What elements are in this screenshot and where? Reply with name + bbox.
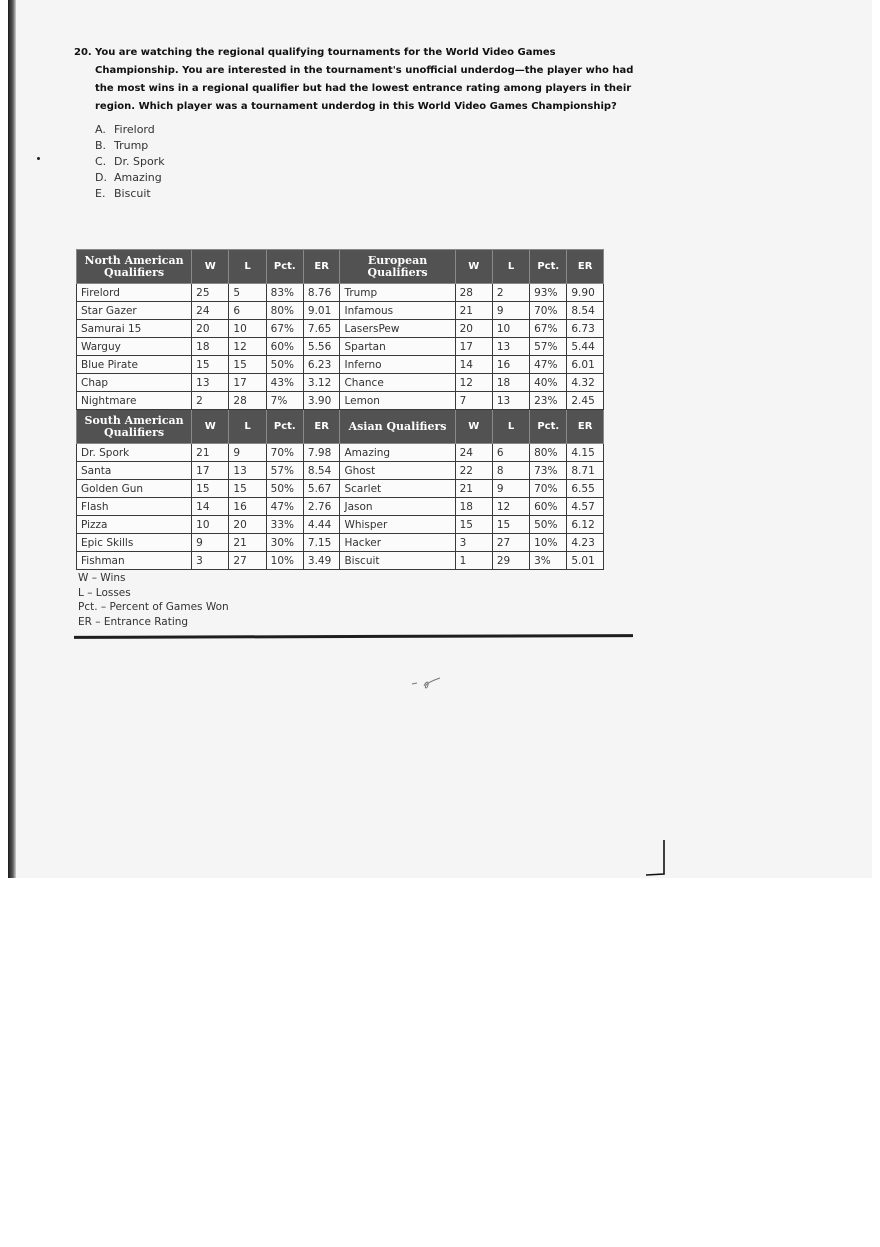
legend <box>78 571 229 629</box>
percent: 3% <box>530 552 567 570</box>
qualifiers-table-body <box>77 250 604 570</box>
choice-letter: E. <box>95 187 106 200</box>
entrance-rating: 8.54 <box>303 462 340 480</box>
losses: 9 <box>229 444 266 462</box>
player-name: Flash <box>77 498 192 516</box>
player-name: Inferno <box>340 356 455 374</box>
percent: 47% <box>530 356 567 374</box>
wins: 24 <box>192 302 229 320</box>
player-name: Spartan <box>340 338 455 356</box>
choice-text: Amazing <box>114 171 162 184</box>
legend-item: L – Losses <box>78 586 131 599</box>
wins: 10 <box>192 516 229 534</box>
choice-d[interactable] <box>95 170 165 186</box>
entrance-rating: 2.45 <box>567 392 604 410</box>
player-name: Lemon <box>340 392 455 410</box>
losses: 17 <box>229 374 266 392</box>
percent: 73% <box>530 462 567 480</box>
losses: 13 <box>492 392 529 410</box>
entrance-rating: 7.98 <box>303 444 340 462</box>
choice-e[interactable] <box>95 186 165 202</box>
percent: 47% <box>266 498 303 516</box>
entrance-rating: 2.76 <box>303 498 340 516</box>
choice-letter: D. <box>95 171 107 184</box>
choice-letter: A. <box>95 123 106 136</box>
percent: 67% <box>266 320 303 338</box>
wins: 25 <box>192 284 229 302</box>
table-row <box>77 516 604 534</box>
player-name: Dr. Spork <box>77 444 192 462</box>
column-header-w: W <box>192 410 229 444</box>
percent: 33% <box>266 516 303 534</box>
question-block <box>74 44 634 116</box>
region-header: South American Qualifiers <box>77 410 192 444</box>
losses: 8 <box>492 462 529 480</box>
wins: 18 <box>192 338 229 356</box>
wins: 20 <box>455 320 492 338</box>
table-row <box>77 338 604 356</box>
losses: 28 <box>229 392 266 410</box>
losses: 15 <box>229 480 266 498</box>
player-name: Scarlet <box>340 480 455 498</box>
question-text: You are watching the regional qualifying tournaments for the World Video Games Championship. You are interested in the tournament's unofficial underdog—the player who had the most wins in a regional qualifier but had the lowest entrance rating among players in their region. Which player was a tournament underdog in this World Video Games Championship? <box>95 47 634 112</box>
player-name: Pizza <box>77 516 192 534</box>
column-header-w: W <box>455 250 492 284</box>
player-name: Chap <box>77 374 192 392</box>
table-row <box>77 392 604 410</box>
entrance-rating: 8.54 <box>567 302 604 320</box>
percent: 67% <box>530 320 567 338</box>
entrance-rating: 4.44 <box>303 516 340 534</box>
column-header-er: ER <box>303 250 340 284</box>
choice-text: Dr. Spork <box>114 155 165 168</box>
losses: 13 <box>492 338 529 356</box>
losses: 27 <box>229 552 266 570</box>
wins: 15 <box>455 516 492 534</box>
entrance-rating: 6.73 <box>567 320 604 338</box>
wins: 17 <box>455 338 492 356</box>
region-header: European Qualifiers <box>340 250 455 284</box>
percent: 57% <box>266 462 303 480</box>
entrance-rating: 9.01 <box>303 302 340 320</box>
player-name: Chance <box>340 374 455 392</box>
player-name: Fishman <box>77 552 192 570</box>
wins: 15 <box>192 480 229 498</box>
player-name: Warguy <box>77 338 192 356</box>
entrance-rating: 7.15 <box>303 534 340 552</box>
percent: 43% <box>266 374 303 392</box>
entrance-rating: 3.49 <box>303 552 340 570</box>
percent: 83% <box>266 284 303 302</box>
question-number: 20. <box>74 47 92 58</box>
wins: 7 <box>455 392 492 410</box>
column-header-er: ER <box>567 250 604 284</box>
table-row <box>77 462 604 480</box>
percent: 7% <box>266 392 303 410</box>
player-name: Biscuit <box>340 552 455 570</box>
region-header-row <box>77 410 604 444</box>
choice-text: Trump <box>114 139 149 152</box>
wins: 9 <box>192 534 229 552</box>
column-header-l: L <box>492 410 529 444</box>
losses: 20 <box>229 516 266 534</box>
percent: 23% <box>530 392 567 410</box>
percent: 57% <box>530 338 567 356</box>
wins: 13 <box>192 374 229 392</box>
wins: 3 <box>192 552 229 570</box>
player-name: Ghost <box>340 462 455 480</box>
entrance-rating: 8.76 <box>303 284 340 302</box>
percent: 80% <box>266 302 303 320</box>
wins: 22 <box>455 462 492 480</box>
answer-choices <box>95 122 165 202</box>
entrance-rating: 6.55 <box>567 480 604 498</box>
percent: 70% <box>266 444 303 462</box>
losses: 15 <box>492 516 529 534</box>
table-row <box>77 284 604 302</box>
table-row <box>77 480 604 498</box>
percent: 50% <box>266 480 303 498</box>
region-header-row <box>77 250 604 284</box>
wins: 17 <box>192 462 229 480</box>
losses: 5 <box>229 284 266 302</box>
percent: 30% <box>266 534 303 552</box>
entrance-rating: 7.65 <box>303 320 340 338</box>
percent: 70% <box>530 480 567 498</box>
entrance-rating: 5.56 <box>303 338 340 356</box>
column-header-l: L <box>229 410 266 444</box>
legend-item: Pct. – Percent of Games Won <box>78 601 229 613</box>
entrance-rating: 3.90 <box>303 392 340 410</box>
losses: 2 <box>492 284 529 302</box>
region-header: Asian Qualifiers <box>340 410 455 444</box>
entrance-rating: 8.71 <box>567 462 604 480</box>
player-name: Jason <box>340 498 455 516</box>
column-header-pct: Pct. <box>266 250 303 284</box>
percent: 10% <box>266 552 303 570</box>
entrance-rating: 5.44 <box>567 338 604 356</box>
player-name: Trump <box>340 284 455 302</box>
wins: 1 <box>455 552 492 570</box>
losses: 21 <box>229 534 266 552</box>
region-header: North American Qualifiers <box>77 250 192 284</box>
percent: 60% <box>266 338 303 356</box>
table-row <box>77 374 604 392</box>
scan-edge-shadow <box>8 0 16 878</box>
percent: 50% <box>530 516 567 534</box>
player-name: Blue Pirate <box>77 356 192 374</box>
wins: 24 <box>455 444 492 462</box>
wins: 12 <box>455 374 492 392</box>
wins: 14 <box>192 498 229 516</box>
table-row <box>77 320 604 338</box>
corner-mark <box>644 838 668 878</box>
wins: 3 <box>455 534 492 552</box>
percent: 70% <box>530 302 567 320</box>
percent: 80% <box>530 444 567 462</box>
player-name: Nightmare <box>77 392 192 410</box>
entrance-rating: 6.12 <box>567 516 604 534</box>
wins: 14 <box>455 356 492 374</box>
losses: 18 <box>492 374 529 392</box>
player-name: Santa <box>77 462 192 480</box>
column-header-w: W <box>192 250 229 284</box>
entrance-rating: 4.32 <box>567 374 604 392</box>
losses: 9 <box>492 302 529 320</box>
player-name: Firelord <box>77 284 192 302</box>
wins: 28 <box>455 284 492 302</box>
player-name: Infamous <box>340 302 455 320</box>
losses: 10 <box>492 320 529 338</box>
column-header-w: W <box>455 410 492 444</box>
player-name: Epic Skills <box>77 534 192 552</box>
player-name: Samurai 15 <box>77 320 192 338</box>
player-name: LasersPew <box>340 320 455 338</box>
entrance-rating: 4.15 <box>567 444 604 462</box>
player-name: Golden Gun <box>77 480 192 498</box>
legend-item: W – Wins <box>78 572 126 584</box>
wins: 20 <box>192 320 229 338</box>
player-name: Hacker <box>340 534 455 552</box>
losses: 6 <box>492 444 529 462</box>
table-row <box>77 534 604 552</box>
percent: 50% <box>266 356 303 374</box>
choice-a[interactable] <box>95 122 165 138</box>
column-header-er: ER <box>303 410 340 444</box>
losses: 27 <box>492 534 529 552</box>
wins: 21 <box>455 480 492 498</box>
player-name: Whisper <box>340 516 455 534</box>
percent: 60% <box>530 498 567 516</box>
entrance-rating: 3.12 <box>303 374 340 392</box>
table-row <box>77 444 604 462</box>
wins: 15 <box>192 356 229 374</box>
percent: 40% <box>530 374 567 392</box>
pen-mark <box>408 672 448 692</box>
table-row <box>77 552 604 570</box>
speck-mark <box>37 157 40 160</box>
column-header-l: L <box>492 250 529 284</box>
table-row <box>77 498 604 516</box>
losses: 12 <box>229 338 266 356</box>
wins: 2 <box>192 392 229 410</box>
table-row <box>77 302 604 320</box>
wins: 21 <box>192 444 229 462</box>
player-name: Star Gazer <box>77 302 192 320</box>
wins: 21 <box>455 302 492 320</box>
entrance-rating: 5.01 <box>567 552 604 570</box>
column-header-er: ER <box>567 410 604 444</box>
losses: 29 <box>492 552 529 570</box>
losses: 15 <box>229 356 266 374</box>
choice-text: Biscuit <box>114 187 151 200</box>
choice-letter: B. <box>95 139 107 152</box>
percent: 93% <box>530 284 567 302</box>
losses: 16 <box>229 498 266 516</box>
losses: 9 <box>492 480 529 498</box>
qualifiers-table <box>76 249 604 570</box>
table-row <box>77 356 604 374</box>
entrance-rating: 4.57 <box>567 498 604 516</box>
player-name: Amazing <box>340 444 455 462</box>
column-header-pct: Pct. <box>266 410 303 444</box>
choice-letter: C. <box>95 155 107 168</box>
column-header-l: L <box>229 250 266 284</box>
wins: 18 <box>455 498 492 516</box>
entrance-rating: 6.01 <box>567 356 604 374</box>
entrance-rating: 6.23 <box>303 356 340 374</box>
choice-b[interactable] <box>95 138 165 154</box>
entrance-rating: 9.90 <box>567 284 604 302</box>
choice-c[interactable] <box>95 154 165 170</box>
choice-text: Firelord <box>114 123 155 136</box>
legend-item: ER – Entrance Rating <box>78 615 189 628</box>
losses: 12 <box>492 498 529 516</box>
column-header-pct: Pct. <box>530 250 567 284</box>
entrance-rating: 4.23 <box>567 534 604 552</box>
losses: 16 <box>492 356 529 374</box>
losses: 6 <box>229 302 266 320</box>
percent: 10% <box>530 534 567 552</box>
entrance-rating: 5.67 <box>303 480 340 498</box>
losses: 13 <box>229 462 266 480</box>
losses: 10 <box>229 320 266 338</box>
column-header-pct: Pct. <box>530 410 567 444</box>
